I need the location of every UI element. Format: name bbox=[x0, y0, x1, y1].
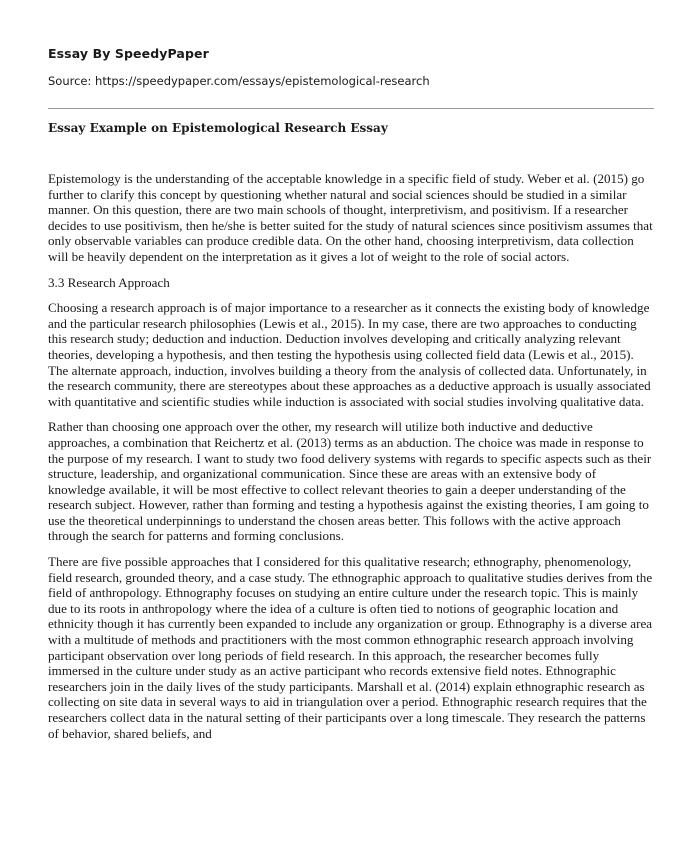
essay-body bbox=[48, 171, 654, 751]
header-divider bbox=[48, 108, 654, 109]
paragraph-research-approach: Choosing a research approach is of major importance to a researcher as it connects the existing body of knowledge and the particular research philosophies (Lewis et al., 2015). In my case, there are two approaches to conducting this research study; deduction and induction. Deduction involves developing and critically analyzing relevant theories, developing a hypothesis, and then testing the hypothesis using collected field data (Lewis et al., 2015). The alternate approach, induction, involves building a theory from the analysis of collected data. Unfortunately, in the research community, there are stereotypes about these approaches as a deductive approach is usually associated with quantitative and scientific studies while induction is associated with social studies involving qualitative data. bbox=[48, 300, 651, 409]
paragraph-abduction: Rather than choosing one approach over the other, my research will utilize both inductive and deductive approaches, a combination that Reichertz et al. (2013) terms as an abduction. The choice was made in response to the purpose of my research. I want to study two food delivery systems with regards to specific aspects such as their structure, leadership, and organizational communication. Since these are areas with an extensive body of knowledge available, it will be most effective to collect relevant theories to gain a deeper understanding of the research subject. However, rather than forming and testing a hypothesis against the existing theories, I am going to use the theoretical underpinnings to understand the chosen areas better. This follows with the active approach through the search for patterns and forming conclusions. bbox=[48, 419, 652, 544]
paragraph-epistemology: Epistemology is the understanding of the acceptable knowledge in a specific field of study. Weber et al. (2015) go further to clarify this concept by questioning whether natural and social sciences should be studied in a similar manner. On this question, there are two main schools of thought, interpretivism, and positivism. If a researcher decides to use positivism, then he/she is better suited for the study of natural sciences since positivism assumes that only observable variables can produce credible data. On the other hand, choosing interpretivism, data collection will be heavily dependent on the interpretation as it gives a lot of weight to the role of social actors. bbox=[48, 171, 653, 264]
source-line: Source: https://speedypaper.com/essays/epistemological-research bbox=[48, 74, 430, 88]
paragraph-ethnography: There are five possible approaches that I considered for this qualitative research; ethnography, phenomenology, field research, grounded theory, and a case study. The ethnographic approach to qualitative studies derives from the field of anthropology. Ethnography focuses on studying an entire culture under the research topic. This is mainly due to its roots in anthropology where the idea of a culture is often tied to notions of geographic location and ethnicity though it has currently been expanded to include any organization or group. Ethnography is a diverse area with a multitude of methods and practitioners with the most common ethnographic research approach involving participant observation over long periods of field research. In this approach, the researcher becomes fully immersed in the culture under study as an active participant who records extensive field notes. Ethnographic researchers join in the daily lives of the study participants. Marshall et al. (2014) explain ethnographic research as collecting on site data in several ways to aid in triangulation over a period. Ethnographic research requires that the researchers collect data in the natural setting of their participants over a long timescale. They research the patterns of behavior, shared beliefs, and bbox=[48, 554, 653, 741]
document-header-title: Essay By SpeedyPaper bbox=[48, 46, 209, 61]
essay-title: Essay Example on Epistemological Research Essay bbox=[48, 121, 388, 135]
section-heading-research-approach: 3.3 Research Approach bbox=[48, 274, 170, 290]
